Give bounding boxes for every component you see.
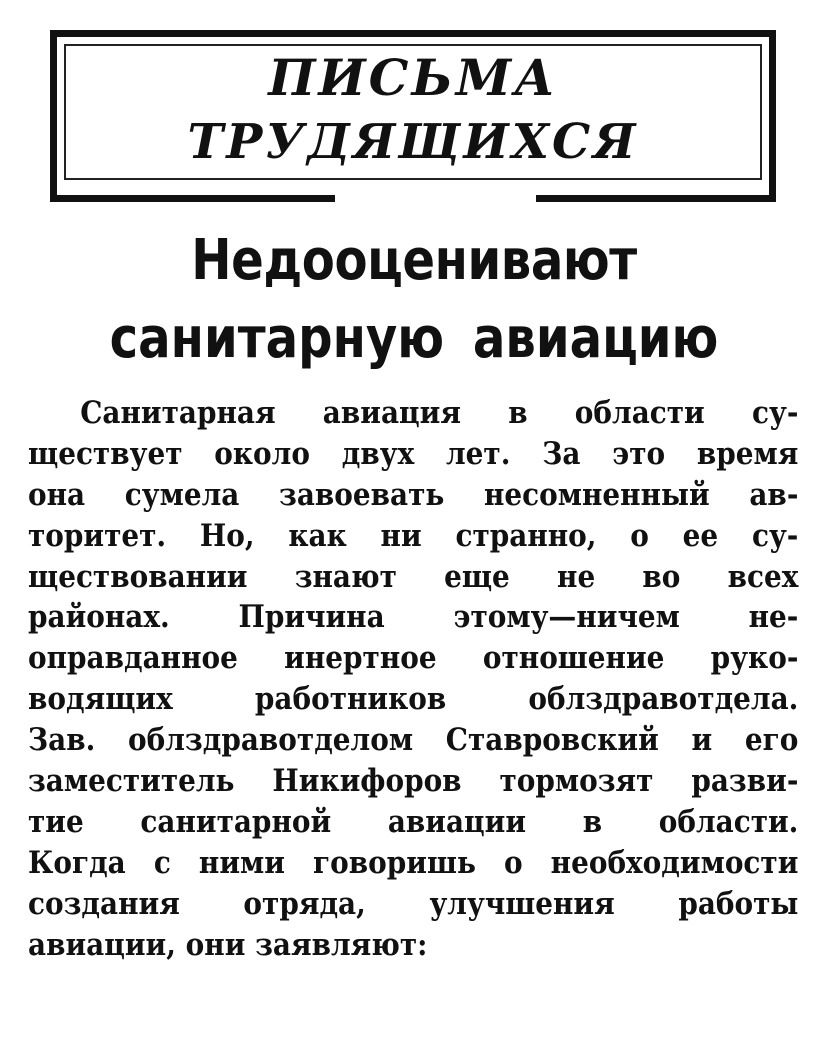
body-line: оправданное инертное отношение руко- [28, 640, 799, 677]
body-line: создания отряда, улучшения работы [28, 885, 799, 922]
article-headline-line1: Недооценивают [191, 228, 637, 293]
article-body [28, 393, 798, 965]
body-line: заместитель Никифоров тормозят разви- [28, 763, 799, 800]
body-line: водящих работников облздравотдела. [28, 681, 799, 718]
body-line: авиации, они заявляют: [28, 926, 428, 963]
body-line: районах. Причина этому—ничем не- [28, 599, 799, 636]
body-line: тие санитарной авиации в области. [28, 803, 799, 840]
body-line: она сумела завоевать несомненный ав- [28, 476, 799, 513]
rubric-frame [50, 30, 776, 202]
body-line: Зав. облздравотделом Ставровский и его [28, 722, 799, 759]
frame-border-top [50, 30, 776, 37]
body-line: торитет. Но, как ни странно, о ее су- [28, 517, 799, 554]
body-line: ществовании знают еще не во всех [28, 558, 799, 595]
frame-border-bottom-right [536, 195, 776, 202]
article-headline-line2: санитарную авиацию [109, 306, 719, 371]
rubric-title-line2: ТРУДЯЩИХСЯ [187, 114, 639, 170]
body-line: Когда с ними говоришь о необходимости [28, 844, 799, 881]
frame-border-bottom-left [50, 195, 335, 202]
body-line: ществует около двух лет. За это время [28, 435, 799, 472]
body-line: Санитарная авиация в области су- [80, 395, 799, 431]
rubric-title-line1: ПИСЬМА [268, 48, 558, 107]
